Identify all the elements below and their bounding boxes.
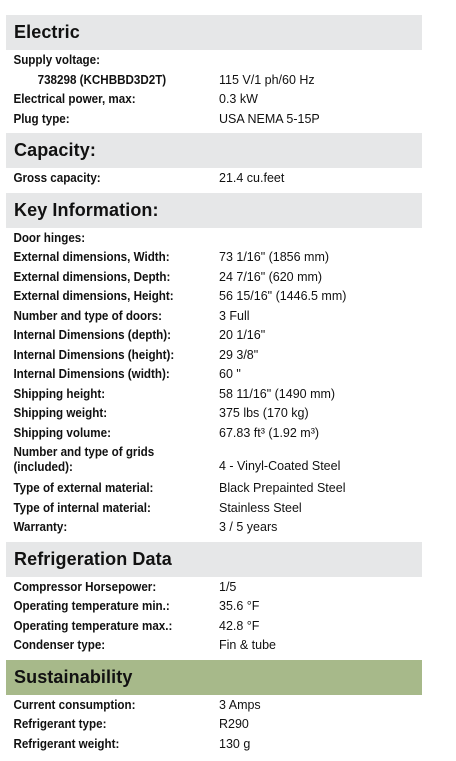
spec-label: External dimensions, Height: bbox=[13, 289, 174, 303]
spec-label: Compressor Horsepower: bbox=[13, 579, 157, 594]
spec-row bbox=[6, 501, 422, 521]
spec-label: Supply voltage: bbox=[13, 53, 101, 67]
section-header-key-information: Key Information: bbox=[6, 193, 422, 228]
spec-value: 35.6 °F bbox=[219, 599, 260, 613]
spec-row bbox=[6, 270, 422, 290]
spec-value: 3 Full bbox=[219, 308, 250, 323]
spec-row bbox=[6, 619, 422, 639]
spec-row bbox=[6, 599, 422, 619]
spec-value: 29 3/8" bbox=[219, 347, 259, 362]
section-electric-rows bbox=[6, 50, 422, 133]
spec-label: Warranty: bbox=[13, 520, 68, 534]
spec-value: 1/5 bbox=[219, 579, 237, 594]
spec-sheet bbox=[6, 15, 422, 758]
spec-row bbox=[6, 250, 422, 270]
section-key-information-rows bbox=[6, 228, 422, 542]
spec-label: Shipping volume: bbox=[13, 425, 111, 440]
spec-row bbox=[6, 737, 422, 757]
spec-label: Refrigerant type: bbox=[13, 717, 107, 731]
spec-label: Operating temperature max.: bbox=[13, 618, 173, 633]
spec-value: USA NEMA 5-15P bbox=[219, 111, 320, 126]
spec-label: Number and type of doors: bbox=[13, 308, 162, 323]
spec-row bbox=[6, 638, 422, 658]
spec-row bbox=[6, 348, 422, 368]
spec-label: Operating temperature min.: bbox=[13, 599, 170, 613]
spec-row bbox=[6, 112, 422, 132]
spec-row bbox=[6, 580, 422, 600]
spec-row bbox=[6, 387, 422, 407]
spec-row bbox=[6, 426, 422, 446]
spec-row bbox=[6, 367, 422, 387]
spec-label: Condenser type: bbox=[13, 638, 106, 652]
spec-row bbox=[6, 481, 422, 501]
spec-value: 375 lbs (170 kg) bbox=[219, 406, 309, 420]
spec-row bbox=[6, 73, 422, 93]
spec-value: 20 1/16" bbox=[219, 328, 266, 342]
spec-label: 738298 (KCHBBD3D2T) bbox=[37, 72, 167, 87]
spec-label: Electrical power, max: bbox=[13, 92, 136, 106]
spec-value: 42.8 °F bbox=[219, 618, 260, 633]
spec-value: Fin & tube bbox=[219, 638, 276, 652]
spec-label: Number and type of grids (included): bbox=[13, 445, 155, 474]
spec-label: External dimensions, Depth: bbox=[13, 269, 171, 284]
spec-label: Type of external material: bbox=[13, 481, 154, 495]
spec-value: 24 7/16" (620 mm) bbox=[219, 269, 323, 284]
spec-label: Shipping height: bbox=[13, 386, 106, 401]
spec-row bbox=[6, 171, 422, 191]
spec-row bbox=[6, 53, 422, 73]
spec-label: Current consumption: bbox=[13, 697, 136, 712]
spec-label: Gross capacity: bbox=[13, 171, 101, 185]
spec-value: 67.83 ft³ (1.92 m³) bbox=[219, 425, 320, 440]
spec-value: 56 15/16" (1446.5 mm) bbox=[219, 289, 347, 303]
spec-row bbox=[6, 231, 422, 251]
section-refrigeration-rows bbox=[6, 577, 422, 660]
spec-row bbox=[6, 289, 422, 309]
spec-label: Shipping weight: bbox=[13, 406, 108, 420]
spec-value: R290 bbox=[219, 717, 249, 731]
spec-value: 115 V/1 ph/60 Hz bbox=[219, 72, 315, 87]
spec-label: Plug type: bbox=[13, 111, 70, 126]
spec-value: Black Prepainted Steel bbox=[219, 481, 346, 495]
spec-value: Stainless Steel bbox=[219, 500, 302, 515]
spec-value: 73 1/16" (1856 mm) bbox=[219, 250, 330, 264]
section-header-electric: Electric bbox=[6, 15, 422, 50]
spec-row bbox=[6, 328, 422, 348]
spec-value: 0.3 kW bbox=[219, 92, 258, 106]
spec-label: Type of internal material: bbox=[13, 500, 151, 515]
spec-row bbox=[6, 445, 422, 481]
spec-row bbox=[6, 309, 422, 329]
spec-label: External dimensions, Width: bbox=[13, 250, 170, 264]
spec-row bbox=[6, 92, 422, 112]
spec-label: Internal Dimensions (width): bbox=[13, 367, 170, 381]
spec-row bbox=[6, 698, 422, 718]
spec-row bbox=[6, 406, 422, 426]
spec-label: Internal Dimensions (depth): bbox=[13, 328, 172, 342]
spec-value: 3 / 5 years bbox=[219, 520, 278, 534]
spec-row bbox=[6, 520, 422, 540]
section-header-capacity: Capacity: bbox=[6, 133, 422, 168]
section-capacity-rows bbox=[6, 168, 422, 193]
spec-label: Door hinges: bbox=[13, 230, 86, 245]
section-header-sustainability: Sustainability bbox=[6, 660, 422, 695]
spec-value: 58 11/16" (1490 mm) bbox=[219, 386, 336, 401]
spec-value: 130 g bbox=[219, 736, 251, 751]
spec-label: Refrigerant weight: bbox=[13, 736, 120, 751]
spec-label: Internal Dimensions (height): bbox=[13, 347, 175, 362]
section-sustainability-rows bbox=[6, 695, 422, 759]
section-header-refrigeration-data: Refrigeration Data bbox=[6, 542, 422, 577]
spec-value: 3 Amps bbox=[219, 697, 261, 712]
spec-value: 60 " bbox=[219, 367, 241, 381]
spec-row bbox=[6, 717, 422, 737]
spec-value: 4 - Vinyl-Coated Steel bbox=[219, 459, 341, 473]
spec-value: 21.4 cu.feet bbox=[219, 171, 285, 185]
